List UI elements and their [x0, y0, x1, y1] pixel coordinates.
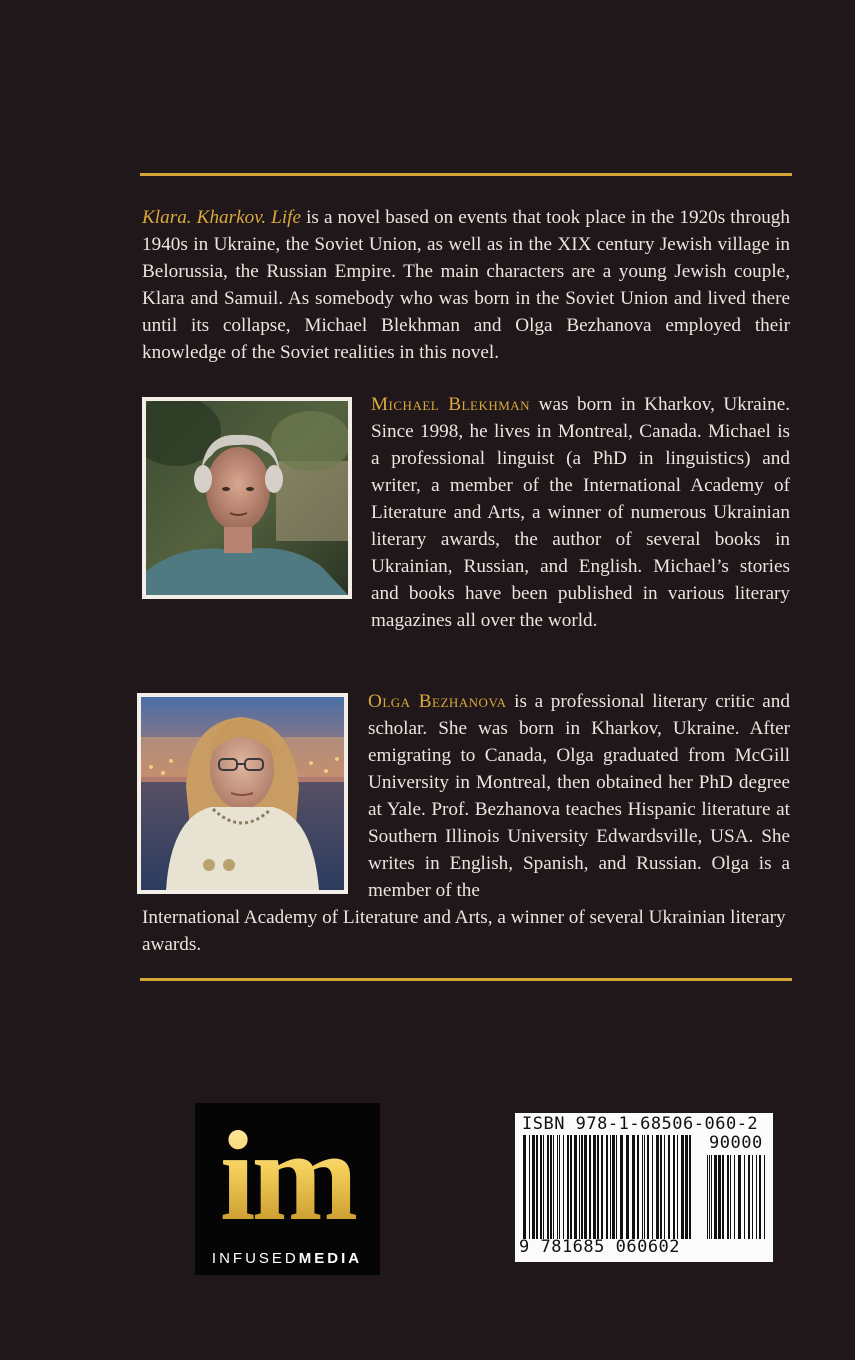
author-bio-michael-text: was born in Kharkov, Ukraine. Since 1998, he lives in Montreal, Canada. Michael is a professional linguist (a PhD in linguistics) and writer, a member of the International Academy of Literature and Arts, a winner of numerous Ukrainian literary awards, the author of several books in Ukrainian, Russian, and English. Michael’s stories and books have been published in various literary magazines all over the world. [371, 394, 791, 631]
publisher-logo-mark: im [219, 1105, 355, 1247]
book-description-text: is a novel based on events that took place in the 1920s through 1940s in Ukraine, the Soviet Union, as well as in the XIX century Jewish village in Belorussia, the Russian Empire. The main characters are a young Jewish couple, Klara and Samuil. As somebody who was born in the Soviet Union and lived there until its collapse, Michael Blekhman and Olga Bezhanova employed their knowledge of the Soviet realities in this novel. [142, 207, 790, 363]
author-name-michael: Michael Blekhman [371, 394, 531, 415]
price-barcode-bars [707, 1155, 769, 1239]
barcode-bars [523, 1135, 693, 1239]
book-description [142, 204, 790, 366]
book-title: Klara. Kharkov. Life [142, 207, 302, 228]
author-bio-olga-continued: International Academy of Literature and Arts, a winner of several Ukrainian literary awards. [142, 907, 786, 955]
top-divider [140, 173, 792, 176]
author-photo-olga [137, 693, 348, 894]
price-code: 90000 [709, 1133, 763, 1153]
publisher-name-light: INFUSED [211, 1250, 299, 1267]
bottom-divider [140, 978, 792, 981]
barcode-digits: 9 781685 060602 [519, 1237, 681, 1257]
publisher-logo [195, 1103, 380, 1275]
svg-text:INFUSEDMEDIA [212, 1250, 362, 1267]
isbn-label: ISBN 978-1-68506-060-2 [522, 1114, 759, 1134]
publisher-name-bold: MEDIA [298, 1250, 363, 1267]
author-bio-michael [371, 391, 790, 634]
author-photo-michael [142, 397, 352, 599]
author-bio-olga [368, 688, 790, 904]
author-bio-olga-text: is a professional literary critic and scholar. She was born in Kharkov, Ukraine. After emigrating to Canada, Olga graduated from McGill University in Montreal, then obtained her PhD degree at Yale. Prof. Bezhanova teaches Hispanic literature at Southern Illinois University Edwardsville, USA. She writes in English, Spanish, and Russian. Olga is a member of the [368, 691, 790, 901]
author-name-olga: Olga Bezhanova [368, 691, 507, 712]
isbn-barcode [515, 1113, 773, 1262]
